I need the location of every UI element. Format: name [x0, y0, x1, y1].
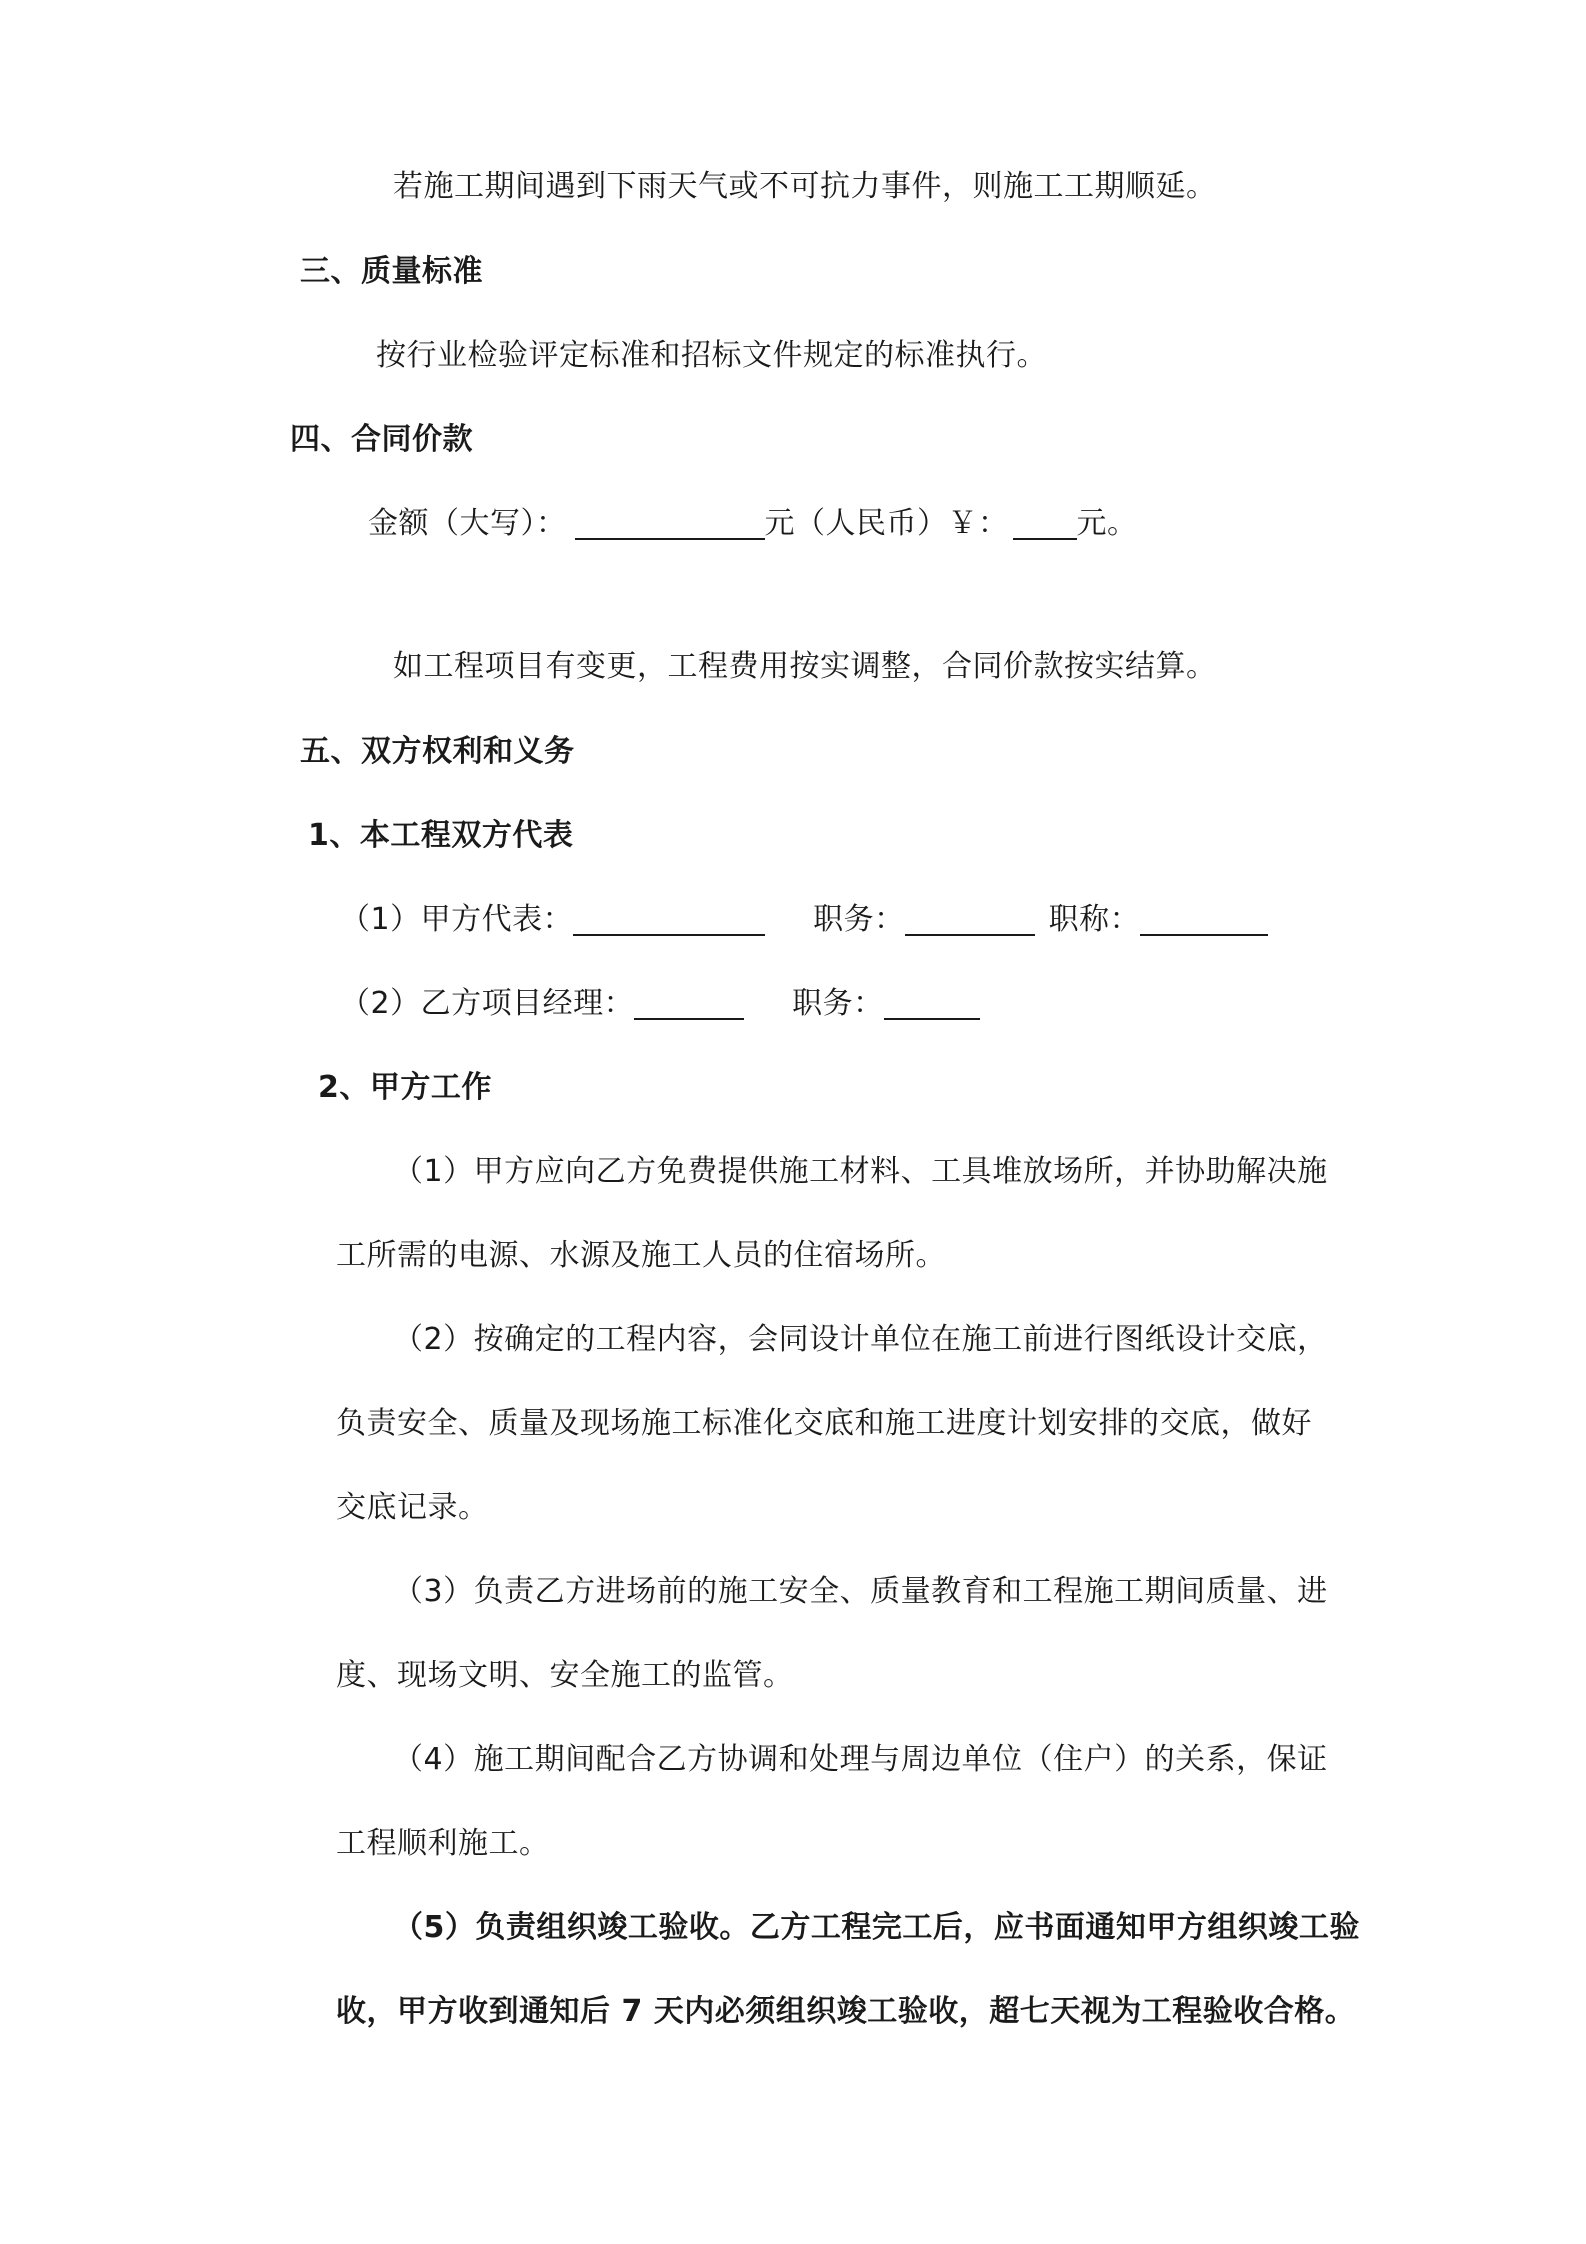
section-heading-price: 四、合同价款: [290, 422, 473, 457]
item3-line2: 度、现场文明、安全施工的监管。: [336, 1658, 794, 1693]
rep-a-title-label: 职称：: [1048, 902, 1141, 937]
paragraph-quality: 按行业检验评定标准和招标文件规定的标准执行。: [376, 338, 1047, 373]
section-heading-rights: 五、双方权利和义务: [300, 734, 575, 769]
price-number-blank[interactable]: [1013, 506, 1077, 540]
rep-b-name-blank[interactable]: [634, 986, 744, 1020]
item1-line1: （1）甲方应向乙方免费提供施工材料、工具堆放场所，并协助解决施: [393, 1154, 1328, 1189]
rep-b-label: （2）乙方项目经理：: [340, 986, 635, 1021]
item2-line2: 负责安全、质量及现场施工标准化交底和施工进度计划安排的交底，做好: [336, 1406, 1312, 1441]
section-heading-quality: 三、质量标准: [300, 254, 483, 289]
price-words-blank[interactable]: [575, 506, 765, 540]
paragraph-weather: 若施工期间遇到下雨天气或不可抗力事件，则施工工期顺延。: [393, 169, 1217, 204]
rep-a-name-blank[interactable]: [573, 902, 765, 936]
item5-line2: 收，甲方收到通知后 7 天内必须组织竣工验收，超七天视为工程验收合格。: [336, 1994, 1356, 2029]
item3-line1: （3）负责乙方进场前的施工安全、质量教育和工程施工期间质量、进: [393, 1574, 1328, 1609]
rep-a-title-blank[interactable]: [1140, 902, 1268, 936]
rep-a-post-label: 职务：: [813, 902, 905, 937]
item4-line1: （4）施工期间配合乙方协调和处理与周边单位（住户）的关系，保证: [393, 1742, 1328, 1777]
item1-line2: 工所需的电源、水源及施工人员的住宿场所。: [336, 1238, 946, 1273]
price-line: [368, 504, 1138, 544]
rep-b-post-label: 职务：: [792, 986, 884, 1021]
price-rmb-label: 元（人民币）￥：: [764, 506, 1009, 541]
item4-line2: 工程顺利施工。: [336, 1826, 550, 1861]
item2-line3: 交底记录。: [336, 1490, 489, 1525]
price-amount-label: 金额（大写）：: [368, 506, 567, 541]
subheading-representatives: 1、本工程双方代表: [308, 818, 574, 853]
rep-a-line: [340, 900, 1268, 940]
rep-a-post-blank[interactable]: [905, 902, 1035, 936]
item2-line1: （2）按确定的工程内容，会同设计单位在施工前进行图纸设计交底，: [393, 1322, 1328, 1357]
subheading-party-a-work: 2、甲方工作: [318, 1070, 492, 1105]
rep-b-post-blank[interactable]: [884, 986, 980, 1020]
rep-b-line: [340, 984, 980, 1024]
paragraph-change: 如工程项目有变更，工程费用按实调整，合同价款按实结算。: [393, 649, 1217, 684]
rep-a-label: （1）甲方代表：: [340, 902, 574, 937]
item5-line1: （5）负责组织竣工验收。乙方工程完工后，应书面通知甲方组织竣工验: [393, 1910, 1360, 1945]
price-yuan-end: 元。: [1076, 506, 1138, 541]
